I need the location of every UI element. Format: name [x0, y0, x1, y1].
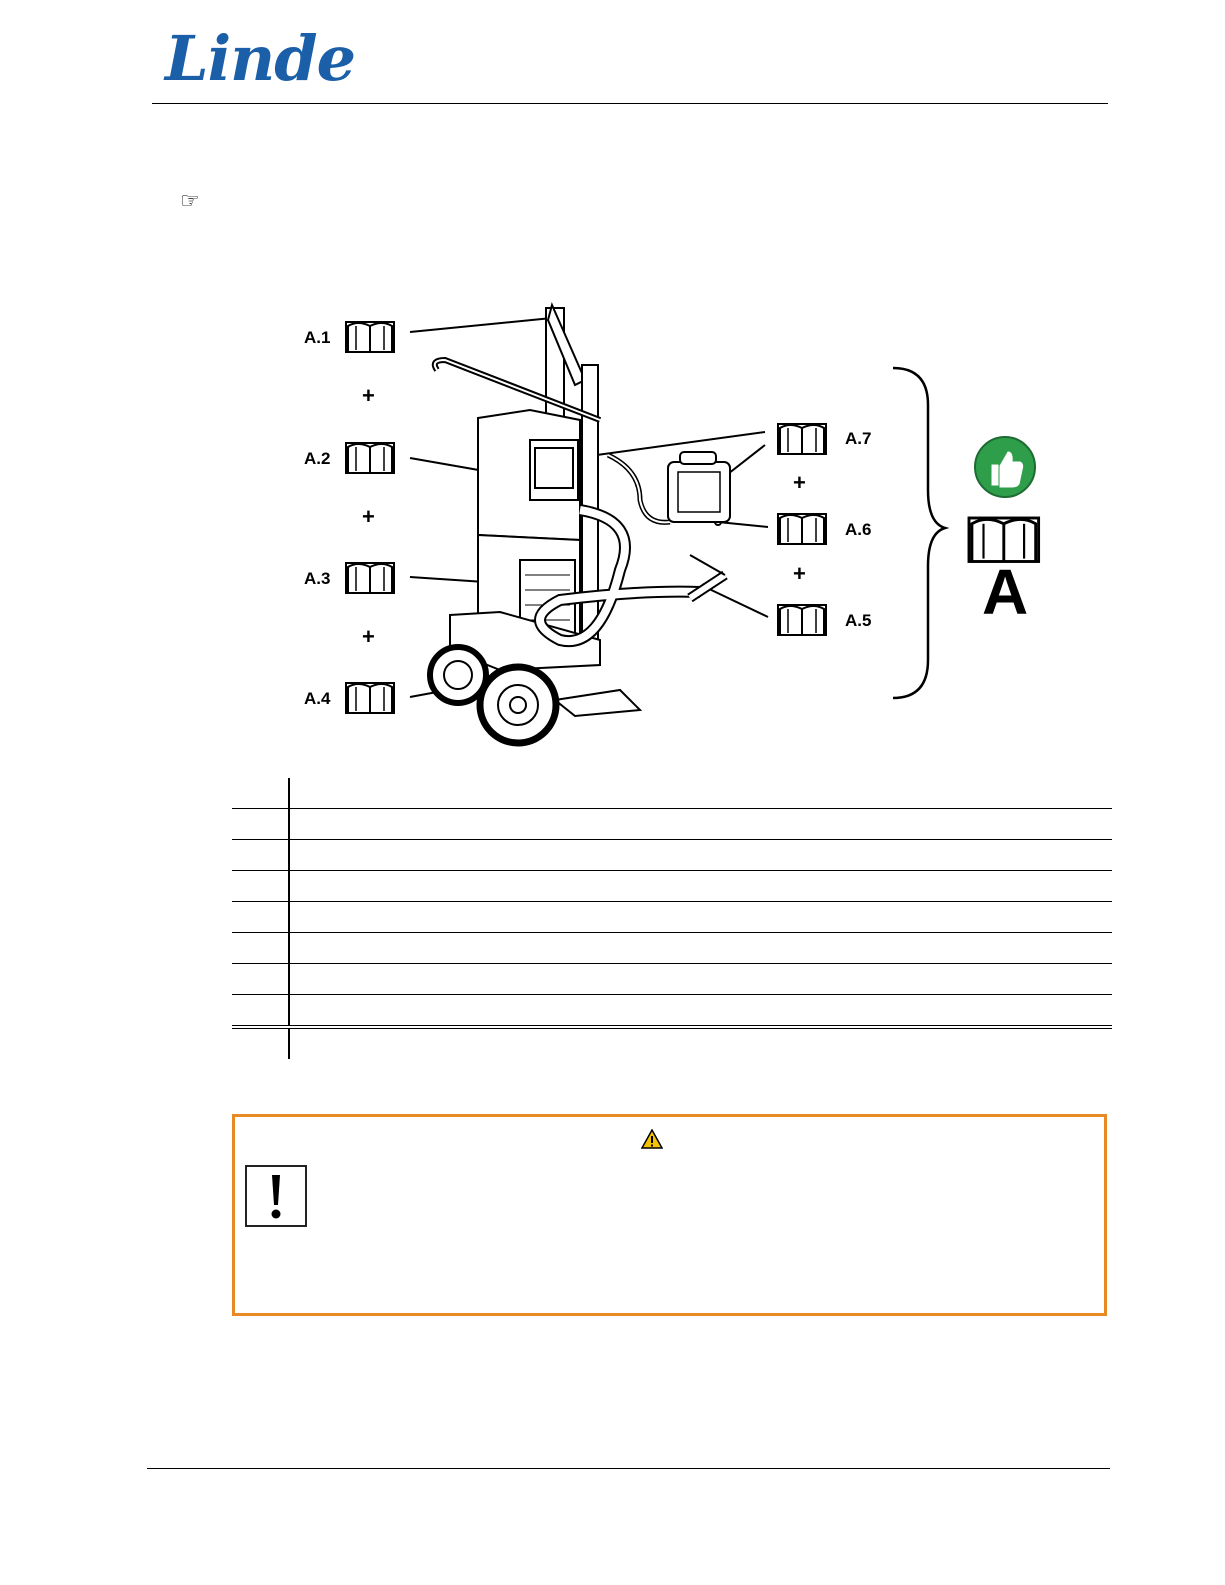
table-row	[232, 964, 1112, 995]
footer-divider	[147, 1468, 1110, 1469]
summary-letter: A	[982, 556, 1029, 628]
table-row	[232, 809, 1112, 840]
table-row	[232, 933, 1112, 964]
warning-box	[232, 1114, 1107, 1316]
label-a6: A.6	[845, 520, 872, 539]
book-icon	[778, 424, 826, 454]
plus-sign: +	[793, 470, 806, 495]
table-row	[232, 1027, 1112, 1059]
linde-logo: Linde	[165, 22, 356, 95]
table-row	[232, 778, 1112, 809]
plus-sign: +	[793, 561, 806, 586]
table-row	[232, 902, 1112, 933]
label-a5: A.5	[845, 611, 872, 630]
label-a7: A.7	[845, 429, 872, 448]
plus-sign: +	[362, 504, 375, 529]
label-a4: A.4	[304, 689, 331, 708]
warning-triangle-icon	[641, 1129, 663, 1149]
curly-brace-icon	[893, 368, 945, 698]
book-icon	[346, 443, 394, 473]
hand-pointer-icon: ☞	[180, 188, 200, 213]
table-row	[232, 871, 1112, 902]
assembly-figure	[0, 0, 1225, 760]
book-icon	[346, 683, 394, 713]
table-row	[232, 995, 1112, 1028]
label-a2: A.2	[304, 449, 331, 468]
welding-machine-illustration	[0, 0, 1225, 760]
label-a3: A.3	[304, 569, 331, 588]
label-a1: A.1	[304, 328, 331, 347]
plus-sign: +	[362, 383, 375, 408]
exclamation-icon	[245, 1165, 307, 1227]
book-icon	[778, 514, 826, 544]
document-table	[232, 778, 1112, 1059]
book-icon	[778, 605, 826, 635]
plus-sign: +	[362, 624, 375, 649]
table-row	[232, 840, 1112, 871]
book-icon	[346, 322, 394, 352]
book-icon	[346, 563, 394, 593]
